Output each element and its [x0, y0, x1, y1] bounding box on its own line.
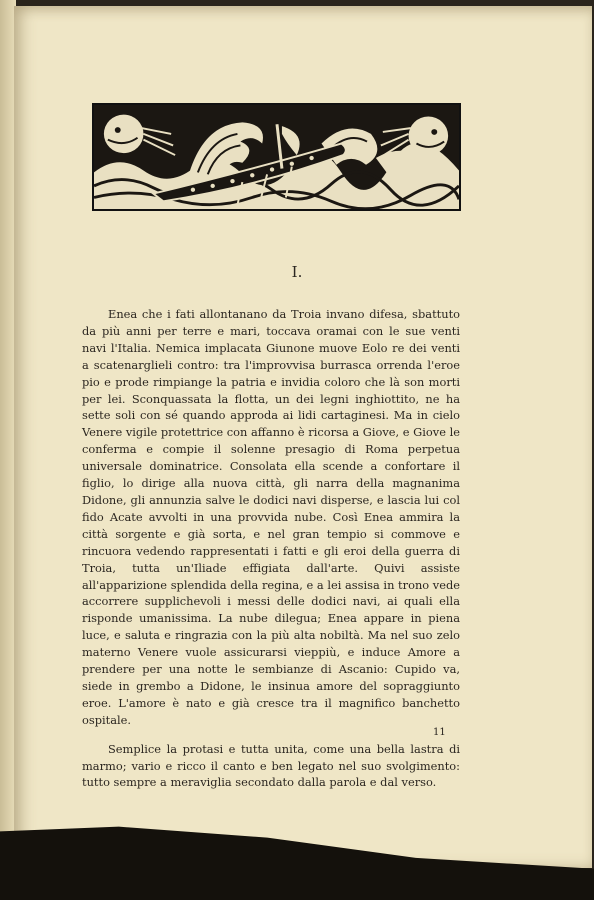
body-text [82, 306, 460, 791]
paragraph: Enea che i fati allontanano da Troia invano difesa, sbattuto da più anni per terre e mari, toccava oramai con le sue venti navi l'Italia. Nemica implacata Giunone muove Eolo re dei venti a scatenarglieli contro: tra l'improvvisa burrasca orrenda l'eroe pio e prode rimpiange la patria e invidia coloro che là son morti per lei. Sconquassata la flotta, un dei legni inghiottito, ne ha sette soli con sé quando approda ai lidi cartaginesi. Ma in cielo Venere vigile protettrice con affanno è ricorsa a Giove, e Giove le conferma e compie il solenne presagio di Roma perpetua universale dominatrice. Consolata ella scende a confortare il figlio, lo dirige alla nuova città, gli narra della magnanima Didone, gli annunzia salve le dodici navi disperse, e lascia lui col fido Acate avvolti in una provvida nube. Così Enea ammira la città sorgente e già sorta, e nel gran tempio si commove e rincuora vedendo rappresentati i fatti e gli eroi della guerra di Troia, tutta un'Iliade effigiata dall'arte. Quivi assiste all'apparizione splendida della regina, e a lei assisa in trono vede accorrere supplichevoli i messi delle dodici navi, ai quali ella risponde umanissima. La nube dilegua; Enea appare in piena luce, e saluta e ringrazia con la più alta nobiltà. Ma nel suo zelo materno Venere vuole assicurarsi vieppiù, e induce Amore a prendere per una notte le sembianze di Ascanio: Cupido va, siede in grembo a Didone, le insinua amore del sopraggiunto eroe. L'amore è nato e già cresce tra il magnifico banchetto ospitale. [82, 307, 460, 727]
paragraph: Semplice la protasi e tutta unita, come una bella lastra di marmo; vario e ricco il canto e ben legato nel suo svolgimento: tutto sempre a meraviglia secondato dalla parola e dal verso. [82, 741, 460, 790]
chapter-number: I. [291, 263, 303, 281]
woodcut-illustration [92, 103, 461, 211]
woodcut-storm-ship-image [94, 105, 459, 209]
page-number: 11 [433, 727, 446, 738]
